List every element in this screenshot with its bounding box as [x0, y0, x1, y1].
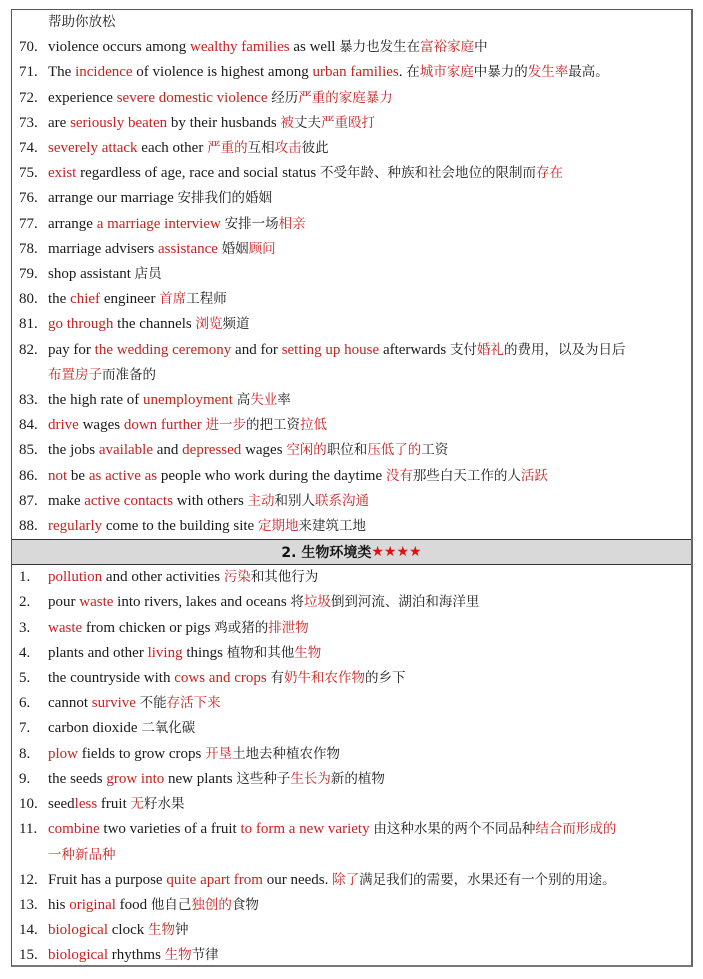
item-text [48, 186, 685, 211]
item-number: 5. [19, 670, 31, 687]
list-item [12, 35, 691, 60]
item-number: 83. [19, 392, 38, 409]
highlighted-phrase: living [147, 644, 183, 661]
plain-text: and other activities [102, 569, 224, 586]
highlighted-phrase: 相亲 [278, 215, 306, 232]
highlighted-phrase: 开垦 [205, 745, 233, 762]
highlighted-phrase: combine [48, 821, 100, 838]
list-item [12, 943, 691, 968]
plain-text: wages [78, 417, 124, 434]
plain-text: 新的植物 [330, 770, 385, 787]
list-item [12, 666, 691, 691]
plain-text: 籽水果 [143, 796, 185, 813]
highlighted-phrase: waste [79, 594, 114, 611]
item-text [48, 312, 685, 337]
highlighted-phrase: waste [48, 619, 83, 636]
highlighted-phrase: severe domestic violence [116, 89, 268, 106]
plain-text: 经历 [271, 89, 299, 106]
item-text [48, 161, 685, 186]
highlighted-phrase: 联系沟通 [315, 492, 370, 509]
plain-text: violence occurs among [48, 39, 191, 56]
highlighted-phrase: pollution [48, 569, 103, 586]
list-item [12, 60, 691, 85]
plain-text: cannot [48, 695, 92, 712]
section-header [12, 539, 691, 565]
plain-text: 最高。 [568, 64, 609, 81]
plain-text: each other [137, 140, 208, 157]
plain-text: food [115, 896, 151, 913]
item-text [48, 666, 685, 691]
highlighted-phrase: down further [123, 417, 202, 434]
plain-text: 高 [236, 392, 251, 409]
item-text [48, 287, 685, 312]
list-item [12, 464, 691, 489]
item-number: 2. [19, 594, 31, 611]
highlighted-phrase: 一种新品种 [48, 846, 116, 863]
list-item [12, 438, 691, 463]
item-text [48, 742, 685, 767]
highlighted-phrase: 攻击 [274, 140, 302, 157]
plain-text: 频道 [222, 316, 250, 333]
plain-text: 工程师 [186, 291, 227, 308]
list-item [12, 86, 691, 111]
plain-text: 职位和 [326, 442, 368, 459]
plain-text: the seeds [48, 770, 107, 787]
highlighted-phrase: severely attack [48, 140, 138, 157]
highlighted-phrase: 首席 [159, 291, 187, 308]
item-text [48, 590, 685, 615]
item-number: 84. [19, 417, 38, 434]
plain-text: 安排一场 [224, 215, 279, 232]
plain-text: 工资 [421, 442, 449, 459]
item-number: 79. [19, 266, 38, 283]
list-item [12, 868, 691, 893]
plain-text: by their husbands [167, 114, 281, 131]
vocabulary-table [11, 9, 693, 967]
item-number: 10. [19, 796, 38, 813]
plain-text: 彼此 [301, 140, 329, 157]
item-text [48, 691, 685, 716]
list-item [12, 186, 691, 211]
plain-text: the jobs [48, 442, 99, 459]
item-text [48, 60, 685, 85]
plain-text: 倒到河流、湖泊和海洋里 [330, 594, 480, 611]
highlighted-phrase: 定期地 [257, 518, 299, 535]
highlighted-phrase: 无 [130, 796, 144, 813]
highlighted-phrase: 顾问 [248, 240, 276, 257]
plain-text: 和其他行为 [250, 569, 319, 586]
list-item [12, 742, 691, 767]
plain-text: be [67, 467, 89, 484]
plain-text: clock [108, 922, 148, 939]
list-item [12, 691, 691, 716]
plain-text: 这些种子 [236, 770, 291, 787]
plain-text: of violence is highest among [132, 64, 313, 81]
plain-text: 来建筑工地 [298, 518, 366, 535]
plain-text: regardless of age, race and social status [76, 165, 320, 182]
item-text [48, 111, 685, 136]
plain-text: come to the building site [102, 518, 258, 535]
plain-text: and for [231, 341, 282, 358]
highlighted-phrase: 没有 [385, 467, 413, 484]
plain-text: Fruit has a purpose [48, 871, 167, 888]
highlighted-phrase: less [74, 796, 98, 813]
highlighted-phrase: urban families [312, 64, 399, 81]
item-number: 82. [19, 341, 38, 358]
highlighted-phrase: 生物 [164, 947, 192, 964]
highlighted-phrase: 布置房子 [48, 366, 102, 383]
item-text [48, 514, 685, 539]
item-text [48, 843, 685, 868]
highlighted-phrase: 严重殴打 [320, 114, 375, 131]
plain-text: into rivers, lakes and oceans [113, 594, 291, 611]
section2-list [12, 565, 691, 968]
plain-text: 支付 [449, 341, 477, 358]
plain-text: 有 [270, 670, 284, 687]
item-text [48, 893, 685, 918]
plain-text: 在 [406, 64, 420, 81]
highlighted-phrase: 存在 [536, 165, 563, 182]
plain-text: his [48, 896, 70, 913]
item-number: 15. [19, 947, 38, 964]
item-text [48, 388, 685, 413]
plain-text: 植物和其他 [226, 644, 295, 661]
list-item [12, 918, 691, 943]
item-number: 73. [19, 114, 38, 131]
list-item [12, 514, 691, 539]
item-number: 4. [19, 644, 31, 661]
highlighted-phrase: 被 [280, 114, 294, 131]
list-item [12, 212, 691, 237]
item-text [48, 918, 685, 943]
plain-text: 土地去种植农作物 [232, 745, 341, 762]
plain-text: our needs. [262, 871, 333, 888]
plain-text: experience [48, 89, 117, 106]
highlighted-phrase: 奶牛和农作物 [283, 670, 365, 687]
plain-text: the countryside with [48, 670, 175, 687]
highlighted-phrase: a marriage interview [96, 215, 221, 232]
item-number: 74. [19, 140, 38, 157]
item-text [48, 35, 685, 60]
highlighted-phrase: 失业 [250, 392, 278, 409]
item-text [48, 237, 685, 262]
plain-text: The [48, 64, 76, 81]
list-item [12, 237, 691, 262]
plain-text: 而准备的 [102, 366, 156, 383]
plain-text: 节律 [191, 947, 219, 964]
item-text [48, 212, 685, 237]
highlighted-phrase: grow into [106, 770, 165, 787]
item-number: 87. [19, 492, 38, 509]
highlighted-phrase: biological [48, 947, 108, 964]
item-number: 86. [19, 467, 38, 484]
highlighted-phrase: depressed [182, 442, 242, 459]
list-item [12, 312, 691, 337]
highlighted-phrase: 空闲的 [286, 442, 327, 459]
highlighted-phrase: available [98, 442, 153, 459]
highlighted-phrase: incidence [75, 64, 133, 81]
plain-text: plants and other [48, 644, 148, 661]
plain-text: seed [48, 796, 75, 813]
list-item [12, 767, 691, 792]
plain-text: arrange [48, 215, 97, 232]
plain-text: pay for [48, 341, 95, 358]
plain-text: 丈夫 [293, 114, 321, 131]
highlighted-phrase: 排泄物 [268, 619, 309, 636]
highlighted-phrase: 城市家庭 [419, 64, 474, 81]
plain-text: 暴力也发生在 [339, 39, 421, 56]
item-number: 72. [19, 89, 38, 106]
highlighted-phrase: unemployment [142, 392, 233, 409]
item-number: 8. [19, 745, 31, 762]
list-item [12, 161, 691, 186]
highlighted-phrase: 生物 [294, 644, 322, 661]
plain-text: things [182, 644, 227, 661]
item-number: 88. [19, 518, 38, 535]
highlighted-phrase: 垃圾 [303, 594, 331, 611]
plain-text: pour [48, 594, 80, 611]
highlighted-phrase: 富裕家庭 [420, 39, 475, 56]
plain-text: from chicken or pigs [82, 619, 215, 636]
list-item [12, 111, 691, 136]
plain-text: 由这种水果的两个不同品种 [373, 821, 536, 838]
plain-text: 中暴力的 [473, 64, 528, 81]
list-item [12, 413, 691, 438]
highlighted-phrase: 浏览 [195, 316, 223, 333]
plain-text: 店员 [134, 266, 162, 283]
highlighted-phrase: biological [48, 922, 108, 939]
plain-text: are [48, 114, 71, 131]
list-item [12, 590, 691, 615]
highlighted-phrase: 发生率 [527, 64, 569, 81]
plain-text: 和别人 [274, 492, 316, 509]
highlighted-phrase: 进一步 [205, 417, 246, 434]
highlighted-phrase: 污染 [223, 569, 251, 586]
highlighted-phrase: cows and crops [174, 670, 267, 687]
highlighted-phrase: 拉低 [299, 417, 327, 434]
highlighted-phrase: 压低了的 [367, 442, 422, 459]
item-text [48, 136, 685, 161]
highlighted-phrase: 除了 [332, 871, 360, 888]
highlighted-phrase: quite apart from [166, 871, 263, 888]
plain-text: two varieties of a fruit [99, 821, 241, 838]
highlighted-phrase: to form a new variety [240, 821, 370, 838]
plain-text: 将 [290, 594, 304, 611]
highlighted-phrase: 生长为 [290, 770, 331, 787]
list-item [12, 338, 691, 363]
highlighted-phrase: plow [48, 745, 78, 762]
section-title: 2. 生物环境类 [281, 545, 372, 562]
highlighted-phrase: exist [48, 165, 77, 182]
item-text [48, 338, 685, 363]
plain-text: 的把工资 [245, 417, 300, 434]
item-text [48, 641, 685, 666]
section1-list [12, 35, 691, 539]
item-number: 70. [19, 39, 38, 56]
highlighted-phrase: 生物 [147, 922, 175, 939]
item-text [48, 716, 685, 741]
list-item [12, 565, 691, 590]
highlighted-phrase: assistance [157, 240, 218, 257]
plain-text: 互相 [247, 140, 275, 157]
item-number: 77. [19, 215, 38, 232]
plain-text: new plants [164, 770, 237, 787]
list-item [12, 792, 691, 817]
plain-text: 安排我们的婚姻 [177, 190, 273, 207]
highlighted-phrase: original [69, 896, 116, 913]
carryover-text [48, 10, 685, 35]
list-item [12, 388, 691, 413]
highlighted-phrase: 独创的 [191, 896, 232, 913]
plain-text: engineer [100, 291, 160, 308]
plain-text: 鸡或猪的 [214, 619, 269, 636]
highlighted-phrase: drive [48, 417, 79, 434]
list-item [12, 262, 691, 287]
item-number: 3. [19, 619, 31, 636]
plain-text: marriage advisers [48, 240, 158, 257]
item-number: 1. [19, 569, 31, 586]
plain-text: 那些白天工作的人 [412, 467, 521, 484]
plain-text: shop assistant [48, 266, 135, 283]
plain-text: 中 [474, 39, 488, 56]
list-item [12, 616, 691, 641]
highlighted-phrase: 存活下来 [166, 695, 221, 712]
item-text [48, 262, 685, 287]
item-number: 75. [19, 165, 38, 182]
plain-text: 婚姻 [221, 240, 249, 257]
plain-text: 帮助你放松 [48, 14, 116, 30]
list-item-continuation [12, 843, 691, 868]
plain-text: 不受年龄、种族和社会地位的限制而 [320, 165, 536, 182]
item-text [48, 868, 685, 893]
highlighted-phrase: survive [91, 695, 136, 712]
highlighted-phrase: regularly [48, 518, 103, 535]
item-text [48, 413, 685, 438]
plain-text: 他自己 [150, 896, 192, 913]
highlighted-phrase: active contacts [84, 492, 173, 509]
highlighted-phrase: 婚礼 [476, 341, 504, 358]
list-item [12, 817, 691, 842]
highlighted-phrase: seriously beaten [70, 114, 168, 131]
plain-text: the [48, 291, 71, 308]
item-number: 81. [19, 316, 38, 333]
plain-text: and [152, 442, 183, 459]
list-item [12, 716, 691, 741]
carryover-line [12, 10, 691, 35]
item-text [48, 767, 685, 792]
item-text [48, 817, 685, 842]
plain-text: afterwards [379, 341, 450, 358]
item-text [48, 565, 685, 590]
highlighted-phrase: the wedding ceremony [94, 341, 232, 358]
plain-text: 二氧化碳 [141, 720, 196, 737]
list-item [12, 136, 691, 161]
list-item [12, 893, 691, 918]
highlighted-phrase: chief [70, 291, 101, 308]
item-number: 6. [19, 695, 31, 712]
item-number: 71. [19, 64, 38, 81]
item-text [48, 86, 685, 111]
highlighted-phrase: 严重的 [207, 140, 248, 157]
item-number: 78. [19, 240, 38, 257]
item-text [48, 489, 685, 514]
item-text [48, 438, 685, 463]
plain-text: with others [172, 492, 248, 509]
plain-text: rhythms [108, 947, 165, 964]
highlighted-phrase: 严重的家庭暴力 [298, 89, 393, 106]
section-social-vocabulary [12, 10, 691, 539]
plain-text: 满足我们的需要，水果还有一个别的用途。 [359, 871, 616, 888]
plain-text: the channels [113, 316, 196, 333]
plain-text: 率 [277, 392, 291, 409]
plain-text: carbon dioxide [48, 720, 142, 737]
highlighted-phrase: 结合而形成的 [535, 821, 617, 838]
list-item [12, 287, 691, 312]
item-text [48, 363, 685, 388]
plain-text: 的乡下 [364, 670, 406, 687]
highlighted-phrase: 活跃 [520, 467, 548, 484]
item-number: 7. [19, 720, 31, 737]
plain-text: 食物 [231, 896, 259, 913]
list-item [12, 489, 691, 514]
highlighted-phrase: as active as [88, 467, 158, 484]
item-number: 85. [19, 442, 38, 459]
item-number: 76. [19, 190, 38, 207]
plain-text: fields to grow crops [78, 745, 206, 762]
plain-text: wages [241, 442, 287, 459]
section-biology-environment [12, 565, 691, 968]
plain-text: arrange our marriage [48, 190, 178, 207]
plain-text: as well [289, 39, 340, 56]
list-item-continuation [12, 363, 691, 388]
item-text [48, 616, 685, 641]
highlighted-phrase: wealthy families [190, 39, 290, 56]
item-text [48, 792, 685, 817]
item-number: 11. [19, 821, 38, 838]
highlighted-phrase: go through [48, 316, 114, 333]
item-number: 14. [19, 922, 38, 939]
item-number: 12. [19, 871, 38, 888]
item-text [48, 943, 685, 968]
item-number: 80. [19, 291, 38, 308]
item-number: 13. [19, 896, 38, 913]
plain-text: 不能 [139, 695, 167, 712]
plain-text: make [48, 492, 85, 509]
highlighted-phrase: 主动 [247, 492, 275, 509]
highlighted-phrase: not [48, 467, 68, 484]
plain-text: . [398, 64, 407, 81]
item-number: 9. [19, 770, 31, 787]
plain-text: 的费用，以及为日后 [503, 341, 626, 358]
plain-text: 钟 [174, 922, 189, 939]
plain-text: people who work during the daytime [157, 467, 386, 484]
highlighted-phrase: setting up house [281, 341, 380, 358]
plain-text: fruit [97, 796, 131, 813]
list-item [12, 641, 691, 666]
item-text [48, 464, 685, 489]
plain-text: the high rate of [48, 392, 143, 409]
star-rating-icons: ★★★★ [371, 544, 422, 561]
